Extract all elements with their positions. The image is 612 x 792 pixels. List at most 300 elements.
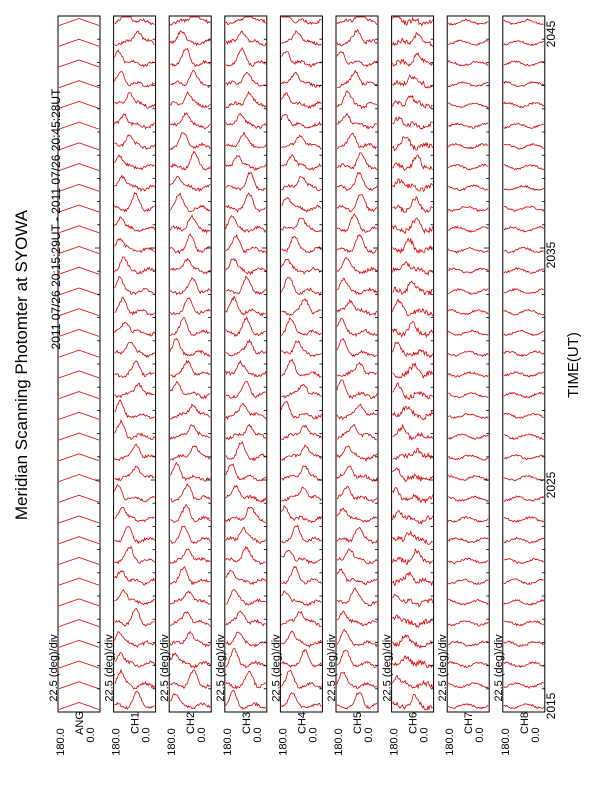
series-trace — [448, 82, 488, 87]
series-trace — [504, 185, 544, 190]
panel-ch5 — [326, 16, 378, 756]
series-trace — [59, 537, 99, 544]
series-trace — [504, 579, 544, 585]
series-trace — [393, 299, 433, 316]
series-trace — [226, 611, 266, 626]
series-trace — [504, 164, 544, 170]
panel-ymin-label: 0.0 — [474, 727, 487, 743]
series-trace — [448, 393, 488, 398]
panel-ymin-label: 0.0 — [363, 727, 375, 743]
series-trace — [393, 448, 433, 460]
series-trace — [59, 164, 99, 171]
series-trace — [448, 434, 488, 440]
series-trace — [115, 653, 155, 668]
series-trace — [393, 281, 433, 295]
series-trace — [504, 641, 544, 647]
series-trace — [170, 425, 210, 440]
series-trace — [115, 670, 155, 689]
series-trace — [170, 113, 210, 129]
series-trace — [281, 31, 321, 46]
series-trace — [59, 267, 99, 274]
series-trace — [170, 318, 210, 336]
series-trace — [337, 214, 377, 232]
series-trace — [281, 299, 321, 316]
series-trace — [393, 262, 433, 275]
series-trace — [448, 268, 488, 273]
series-trace — [393, 549, 433, 564]
series-trace — [504, 19, 544, 25]
series-trace — [115, 466, 155, 480]
series-trace — [281, 591, 321, 606]
panel-scale-label: 22.5 (deg)/div — [159, 634, 172, 702]
series-trace — [448, 206, 488, 211]
panel-channel-label: CH8 — [518, 711, 531, 735]
series-trace — [337, 380, 377, 399]
panel-ymin-label: 0.0 — [529, 727, 542, 743]
series-trace — [170, 484, 210, 502]
series-trace — [393, 383, 433, 400]
series-trace — [504, 351, 544, 357]
series-trace — [59, 412, 99, 419]
series-trace — [170, 526, 210, 543]
series-trace — [393, 342, 433, 357]
series-trace — [170, 612, 210, 627]
series-trace — [504, 226, 544, 232]
series-trace — [226, 381, 266, 398]
series-trace — [115, 507, 155, 522]
series-trace — [337, 527, 377, 543]
series-trace — [337, 508, 377, 522]
series-trace — [393, 218, 433, 233]
series-trace — [226, 31, 266, 46]
series-trace — [59, 640, 99, 647]
series-trace — [170, 278, 210, 295]
series-trace — [393, 179, 433, 191]
series-trace — [115, 383, 155, 398]
series-trace — [115, 444, 155, 460]
series-trace — [504, 81, 544, 86]
panel-ymin-label: 0.0 — [85, 727, 97, 743]
panel-channel-label: CH2 — [185, 711, 198, 735]
series-trace — [504, 289, 544, 294]
panel-ch4 — [270, 16, 322, 756]
series-trace — [448, 61, 488, 66]
series-trace — [337, 363, 377, 377]
series-trace — [170, 446, 210, 460]
series-trace — [337, 258, 377, 274]
series-trace — [170, 591, 210, 605]
series-trace — [226, 632, 266, 647]
series-trace — [281, 384, 321, 398]
series-trace — [448, 19, 488, 25]
series-trace — [59, 247, 99, 254]
series-trace — [59, 682, 99, 689]
series-trace — [226, 589, 266, 605]
series-trace — [170, 31, 210, 46]
series-trace — [59, 226, 99, 233]
panel-scale-label: 22.5 (deg)/div — [437, 634, 450, 702]
series-trace — [393, 33, 433, 47]
panel-channel-label: ANG — [74, 711, 86, 735]
series-trace — [448, 558, 488, 564]
series-trace — [337, 318, 377, 336]
series-trace — [337, 300, 377, 315]
series-trace — [337, 71, 377, 88]
series-trace — [115, 277, 155, 295]
series-trace — [226, 547, 266, 565]
series-trace — [504, 392, 544, 398]
series-trace — [59, 475, 99, 482]
series-trace — [504, 144, 544, 150]
series-trace — [281, 359, 321, 377]
series-trace — [337, 693, 377, 709]
series-trace — [281, 612, 321, 627]
series-trace — [448, 185, 488, 191]
panel-scale-label: 22.5 (deg)/div — [381, 634, 394, 702]
series-trace — [281, 525, 321, 543]
series-trace — [281, 466, 321, 480]
panel-frame — [58, 16, 100, 712]
series-trace — [59, 661, 99, 668]
series-trace — [504, 372, 544, 377]
series-trace — [337, 30, 377, 46]
series-trace — [448, 289, 488, 295]
series-trace — [448, 621, 488, 626]
series-trace — [281, 135, 321, 149]
series-trace — [115, 114, 155, 129]
series-trace — [504, 413, 544, 418]
series-trace — [504, 247, 544, 253]
series-trace — [448, 123, 488, 128]
series-trace — [170, 339, 210, 357]
series-trace — [448, 144, 488, 149]
series-trace — [170, 404, 210, 419]
series-trace — [504, 682, 544, 688]
series-trace — [170, 567, 210, 585]
series-trace — [281, 487, 321, 501]
series-trace — [170, 215, 210, 232]
series-trace — [59, 599, 99, 606]
series-trace — [59, 122, 99, 129]
x-tick-label: 2035 — [544, 241, 558, 269]
series-trace — [59, 19, 99, 26]
series-trace — [393, 197, 433, 213]
series-trace — [115, 135, 155, 150]
series-trace — [281, 277, 321, 295]
series-trace — [448, 330, 488, 335]
series-trace — [504, 61, 544, 67]
panel-ymax-label: 180.0 — [499, 728, 512, 756]
series-trace — [448, 475, 488, 480]
panel-ymax-label: 180.0 — [55, 728, 67, 756]
series-trace — [393, 96, 433, 108]
series-trace — [337, 235, 377, 254]
series-trace — [504, 434, 544, 440]
series-trace — [226, 361, 266, 377]
series-trace — [393, 675, 433, 688]
series-trace — [448, 517, 488, 523]
panel-ymax-label: 180.0 — [388, 728, 401, 756]
series-trace — [170, 71, 210, 88]
series-trace — [59, 60, 99, 67]
series-trace — [170, 298, 210, 315]
series-trace — [115, 323, 155, 337]
series-trace — [226, 216, 266, 232]
panel-ch3 — [215, 16, 267, 756]
series-trace — [59, 288, 99, 295]
x-tick-label: 2015 — [544, 692, 558, 720]
series-trace — [393, 468, 433, 482]
series-trace — [337, 114, 377, 129]
series-trace — [115, 400, 155, 419]
series-trace — [393, 572, 433, 586]
series-trace — [448, 641, 488, 646]
series-trace — [59, 371, 99, 378]
panel-ymax-label: 180.0 — [444, 728, 457, 756]
series-trace — [448, 662, 488, 668]
series-trace — [115, 297, 155, 315]
series-trace — [281, 318, 321, 336]
series-trace — [337, 17, 377, 25]
panel-channel-label: CH5 — [352, 711, 364, 735]
series-trace — [504, 662, 544, 668]
series-trace — [393, 117, 433, 129]
series-trace — [281, 401, 321, 418]
series-trace — [115, 361, 155, 377]
series-trace — [393, 17, 433, 26]
series-trace — [59, 184, 99, 191]
series-trace — [170, 176, 210, 191]
series-trace — [281, 72, 321, 87]
series-trace — [504, 41, 544, 46]
series-trace — [393, 615, 433, 628]
x-axis-label: TIME(UT) — [565, 332, 582, 398]
panel-ymin-label: 0.0 — [196, 727, 209, 743]
series-trace — [59, 620, 99, 627]
series-trace — [393, 75, 433, 88]
series-trace — [337, 569, 377, 585]
series-trace — [448, 372, 488, 378]
series-trace — [504, 537, 544, 543]
series-trace — [281, 506, 321, 523]
series-trace — [59, 703, 99, 710]
series-trace — [281, 198, 321, 213]
series-trace — [337, 133, 377, 148]
series-trace — [170, 259, 210, 274]
series-trace — [226, 649, 266, 668]
series-trace — [226, 570, 266, 584]
series-trace — [504, 496, 544, 501]
series-trace — [393, 137, 433, 151]
series-trace — [448, 351, 488, 357]
series-trace — [337, 466, 377, 481]
series-trace — [226, 73, 266, 87]
series-trace — [281, 650, 321, 667]
series-trace — [448, 247, 488, 253]
series-trace — [393, 53, 433, 66]
series-trace — [281, 155, 321, 170]
series-trace — [337, 672, 377, 688]
panel-ymax-label: 180.0 — [110, 728, 123, 756]
series-trace — [115, 193, 155, 212]
series-trace — [226, 156, 266, 171]
series-trace — [226, 259, 266, 275]
series-trace — [170, 92, 210, 108]
series-trace — [170, 361, 210, 377]
series-trace — [448, 455, 488, 460]
series-trace — [59, 578, 99, 585]
series-trace — [337, 153, 377, 170]
panel-channel-label: CH7 — [463, 711, 476, 735]
series-trace — [337, 486, 377, 502]
series-trace — [337, 446, 377, 461]
series-trace — [448, 704, 488, 709]
series-trace — [281, 670, 321, 688]
series-trace — [393, 322, 433, 337]
panel-ymax-label: 180.0 — [277, 728, 290, 756]
series-trace — [226, 317, 266, 336]
series-trace — [448, 579, 488, 584]
series-trace — [115, 632, 155, 648]
series-trace — [337, 629, 377, 646]
series-trace — [170, 670, 210, 688]
panel-ch7 — [437, 16, 489, 756]
series-trace — [170, 463, 210, 482]
series-trace — [115, 691, 155, 709]
series-trace — [504, 330, 544, 336]
series-trace — [226, 691, 266, 710]
series-trace — [226, 92, 266, 108]
series-trace — [504, 620, 544, 625]
series-trace — [504, 268, 544, 274]
series-trace — [448, 164, 488, 170]
panel-ymin-label: 0.0 — [307, 727, 320, 743]
series-trace — [281, 177, 321, 191]
panel-scale-label: 22.5 (deg)/div — [270, 634, 283, 702]
series-trace — [115, 238, 155, 252]
series-trace — [226, 193, 266, 212]
panel-channel-label: CH3 — [240, 711, 253, 735]
series-trace — [393, 635, 433, 648]
series-trace — [59, 557, 99, 564]
series-trace — [59, 495, 99, 502]
series-trace — [448, 40, 488, 45]
panel-frame — [503, 16, 545, 712]
series-trace — [281, 445, 321, 460]
series-trace — [281, 259, 321, 274]
series-trace — [115, 50, 155, 66]
panel-ch1 — [104, 16, 156, 756]
series-trace — [226, 507, 266, 522]
series-trace — [115, 342, 155, 357]
series-trace — [59, 350, 99, 357]
series-trace — [337, 549, 377, 564]
series-trace — [281, 52, 321, 67]
panel-ymin-label: 0.0 — [418, 727, 431, 743]
series-trace — [337, 91, 377, 108]
series-trace — [281, 218, 321, 232]
panel-frame — [225, 16, 267, 712]
panel-scale-label: 22.5 (deg)/div — [214, 634, 227, 702]
series-trace — [226, 671, 266, 689]
series-trace — [226, 442, 266, 461]
panel-scale-label: 22.5 (deg)/div — [48, 634, 60, 702]
panel-ymax-label: 180.0 — [333, 728, 345, 756]
series-trace — [337, 650, 377, 667]
panel-frame — [447, 16, 489, 712]
series-trace — [226, 113, 266, 128]
series-trace — [504, 517, 544, 522]
panel-ymax-label: 180.0 — [166, 728, 179, 756]
series-trace — [281, 236, 321, 253]
series-trace — [115, 17, 155, 25]
series-trace — [170, 505, 210, 523]
series-trace — [393, 531, 433, 544]
series-trace — [115, 31, 155, 46]
series-trace — [337, 404, 377, 419]
series-trace — [226, 297, 266, 316]
series-trace — [337, 173, 377, 191]
series-trace — [59, 81, 99, 88]
chart-title: Meridian Scanning Photomter at SYOWA — [12, 209, 31, 521]
series-trace — [393, 594, 433, 606]
series-trace — [393, 694, 433, 710]
series-trace — [281, 550, 321, 563]
series-trace — [115, 93, 155, 109]
series-trace — [337, 588, 377, 606]
series-trace — [115, 257, 155, 274]
series-trace — [59, 392, 99, 399]
series-trace — [59, 205, 99, 212]
series-trace — [504, 455, 544, 460]
series-trace — [170, 549, 210, 563]
series-trace — [59, 309, 99, 316]
panel-ymin-label: 0.0 — [140, 727, 153, 743]
series-trace — [226, 340, 266, 356]
series-trace — [337, 52, 377, 67]
panel-scale-label: 22.5 (deg)/div — [326, 634, 338, 702]
series-trace — [170, 49, 210, 67]
series-trace — [226, 48, 266, 66]
panel-frame — [114, 16, 156, 712]
series-trace — [115, 547, 155, 564]
series-trace — [115, 527, 155, 544]
series-trace — [393, 511, 433, 524]
series-trace — [504, 310, 544, 315]
series-trace — [115, 571, 155, 585]
series-trace — [337, 278, 377, 294]
series-trace — [393, 488, 433, 503]
series-trace — [504, 102, 544, 108]
series-trace — [393, 656, 433, 668]
series-trace — [226, 527, 266, 543]
series-trace — [504, 123, 544, 129]
series-trace — [281, 631, 321, 647]
series-trace — [115, 590, 155, 605]
series-trace — [337, 195, 377, 212]
series-trace — [59, 433, 99, 440]
series-trace — [59, 143, 99, 150]
chart-subtitle: 2011 07/26 20:15:29UT - 2011 07/26 20:45:28UT — [49, 88, 63, 350]
panel-ch6 — [382, 16, 434, 756]
series-trace — [281, 426, 321, 440]
series-trace — [504, 704, 544, 709]
series-trace — [115, 175, 155, 191]
series-trace — [170, 234, 210, 253]
series-trace — [281, 567, 321, 585]
series-trace — [59, 39, 99, 46]
series-trace — [504, 206, 544, 211]
